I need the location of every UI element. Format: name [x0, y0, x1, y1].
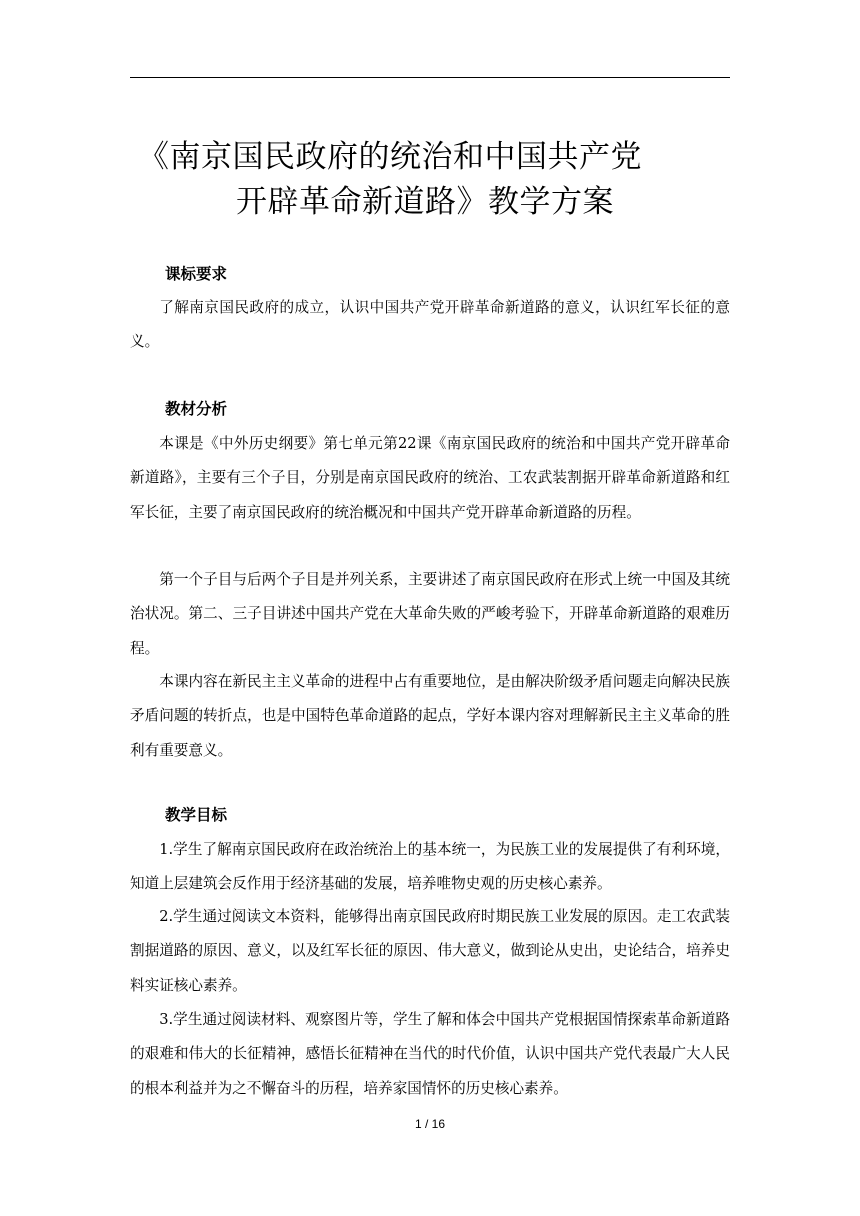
- analysis-paragraph-3: 本课内容在新民主主义革命的进程中占有重要地位，是由解决阶级矛盾问题走向解决民族矛盾问题的转折点，也是中国特色革命道路的起点，学好本课内容对理解新民主主义革命的胜利有重要意义。: [130, 673, 730, 759]
- document-title-line-1: 《南京国民政府的统治和中国共产党: [138, 139, 642, 175]
- header-rule: [130, 77, 730, 78]
- section-heading-analysis: 教材分析: [165, 400, 228, 418]
- section-heading-standard: 课标要求: [165, 265, 228, 283]
- goals-paragraph-3: 3.学生通过阅读材料、观察图片等，学生了解和体会中国共产党根据国情探索革命新道路的艰难和伟大的长征精神，感悟长征精神在当代的时代价值，认识中国共产党代表最广大人民的根本利益并为之不懈奋斗的历程，培养家国情怀的历史核心素养。: [130, 1011, 730, 1097]
- page-number: 1 / 16: [414, 1117, 446, 1131]
- standard-paragraph: 了解南京国民政府的成立，认识中国共产党开辟革命新道路的意义，认识红军长征的意义。: [130, 299, 730, 351]
- goals-paragraph-2: 2.学生通过阅读文本资料，能够得出南京国民政府时期民族工业发展的原因。走工农武装割据道路的原因、意义，以及红军长征的原因、伟大意义，做到论从史出，史论结合，培养史料实证核心素养。: [130, 908, 730, 994]
- goals-paragraph-1: 1.学生了解南京国民政府在政治统治上的基本统一，为民族工业的发展提供了有利环境，知道上层建筑会反作用于经济基础的发展，培养唯物史观的历史核心素养。: [130, 841, 730, 893]
- analysis-paragraph-1: 本课是《中外历史纲要》第七单元第22课《南京国民政府的统治和中国共产党开辟革命新道路》，主要有三个子目，分别是南京国民政府的统治、工农武装割据开辟革命新道路和红军长征，主要了南京国民政府的统治概况和中国共产党开辟革命新道路的历程。: [130, 435, 730, 521]
- analysis-paragraph-2: 第一个子目与后两个子目是并列关系，主要讲述了南京国民政府在形式上统一中国及其统治状况。第二、三子目讲述中国共产党在大革命失败的严峻考验下，开辟革命新道路的艰难历程。: [130, 571, 730, 657]
- document-title-line-2: 开辟革命新道路》教学方案: [236, 184, 614, 220]
- section-heading-goals: 教学目标: [165, 806, 228, 824]
